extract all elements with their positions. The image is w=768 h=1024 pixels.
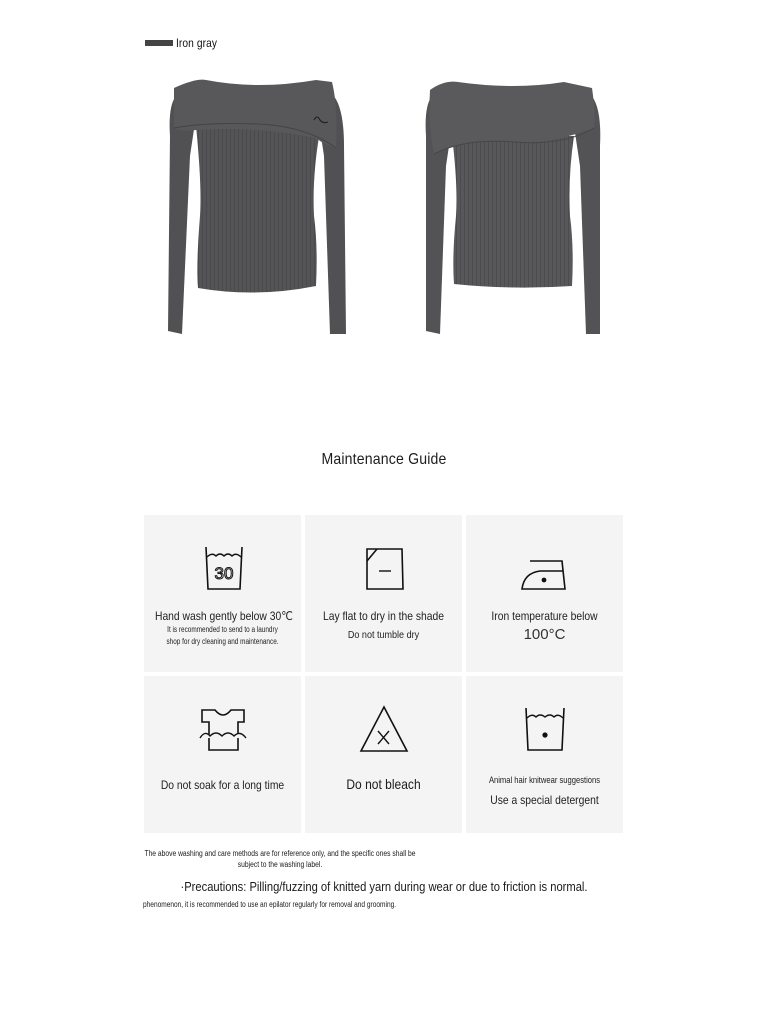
product-image-front	[166, 76, 350, 338]
care-instructions-grid	[144, 515, 623, 833]
sweater-back-image	[424, 76, 602, 338]
care-disclaimer: The above washing and care methods are for reference only, and the specific ones shall be subject to the washing label.	[144, 849, 416, 869]
sweater-front-image	[166, 76, 350, 338]
svg-text:30: 30	[214, 564, 233, 583]
care-title: Iron temperature below	[491, 609, 598, 623]
care-title: Lay flat to dry in the shade	[322, 609, 445, 623]
section-title: Maintenance Guide	[321, 451, 447, 468]
care-item-hand-wash	[144, 515, 301, 672]
precautions-note: phenomenon, it is recommended to use an epilator regularly for removal and grooming.	[143, 900, 397, 909]
care-detail: It is recommended to send to a laundry shop for dry cleaning and maintenance.	[166, 625, 279, 646]
no-soak-icon	[198, 704, 248, 754]
care-item-dry-flat	[305, 515, 462, 672]
wash-detergent-icon	[520, 704, 570, 754]
product-image-back	[424, 76, 602, 338]
color-name: Iron gray	[176, 36, 218, 50]
color-swatch	[145, 40, 173, 46]
care-title: Do not bleach	[346, 776, 421, 792]
care-detail: Use a special detergent	[490, 793, 599, 807]
hand-wash-30-icon	[198, 543, 248, 593]
color-option-label	[145, 36, 224, 50]
care-item-no-soak	[144, 676, 301, 833]
care-title: Do not soak for a long time	[160, 778, 285, 792]
care-item-detergent	[466, 676, 623, 833]
care-title: Hand wash gently below 30℃	[154, 609, 293, 623]
iron-temperature: 100°C	[523, 626, 566, 643]
care-item-no-bleach	[305, 676, 462, 833]
care-item-iron	[466, 515, 623, 672]
dry-flat-shade-icon	[359, 543, 409, 593]
precautions-title: ·Precautions: Pilling/fuzzing of knitted yarn during wear or due to friction is normal.	[180, 879, 588, 894]
iron-low-temp-icon	[520, 543, 570, 593]
care-detail: Do not tumble dry	[347, 629, 420, 641]
no-bleach-icon	[359, 704, 409, 754]
care-title: Animal hair knitwear suggestions	[488, 775, 601, 786]
